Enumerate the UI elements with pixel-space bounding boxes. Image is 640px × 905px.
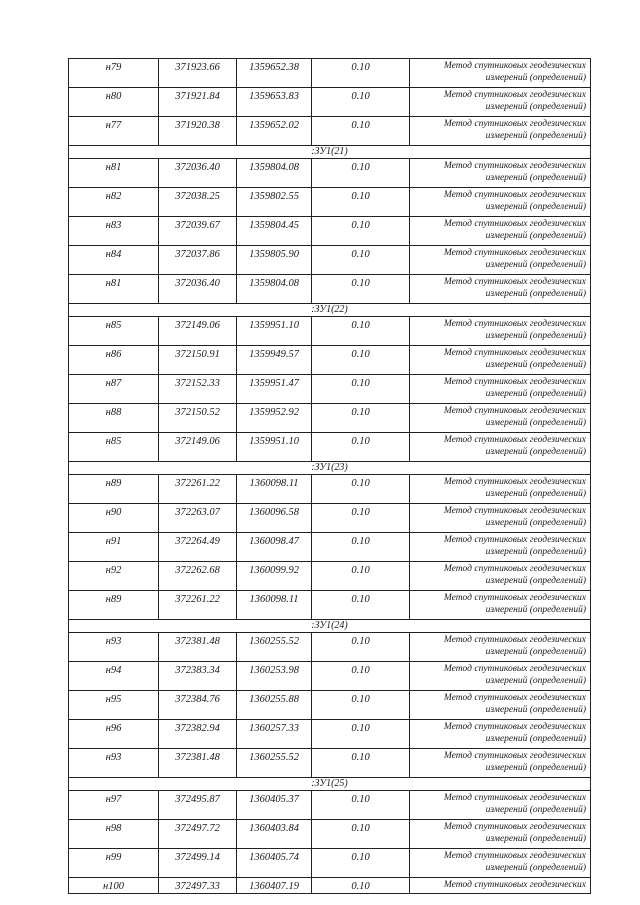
section-header-row (69, 462, 591, 475)
method-text: измерений (определений) (485, 547, 586, 557)
method-cell (410, 849, 591, 878)
coord-y: 1359804.08 (237, 275, 312, 304)
method-cell (410, 88, 591, 117)
point-name: н81 (69, 159, 159, 188)
coord-y: 1360405.37 (237, 791, 312, 820)
table-row (69, 346, 591, 375)
table-row (69, 475, 591, 504)
table-row (69, 159, 591, 188)
coord-x: 372263.07 (159, 504, 237, 533)
method-text: измерений (определений) (485, 418, 586, 428)
accuracy-value: 0.10 (312, 317, 410, 346)
coord-y: 1360098.11 (237, 591, 312, 620)
method-cell (410, 117, 591, 146)
table-row (69, 720, 591, 749)
method-cell (410, 188, 591, 217)
point-name: н84 (69, 246, 159, 275)
point-name: н77 (69, 117, 159, 146)
coord-y: 1360255.52 (237, 633, 312, 662)
table-row (69, 117, 591, 146)
point-name: н98 (69, 820, 159, 849)
method-cell (410, 720, 591, 749)
accuracy-value: 0.10 (312, 633, 410, 662)
method-text: измерений (определений) (485, 260, 586, 270)
coord-x: 372262.68 (159, 562, 237, 591)
method-text: измерений (определений) (485, 518, 586, 528)
method-cell (410, 246, 591, 275)
method-text: измерений (определений) (485, 805, 586, 815)
table-row (69, 504, 591, 533)
point-name: н86 (69, 346, 159, 375)
accuracy-value: 0.10 (312, 662, 410, 691)
coord-y: 1360407.19 (237, 878, 312, 894)
accuracy-value: 0.10 (312, 404, 410, 433)
coord-x: 372381.48 (159, 633, 237, 662)
accuracy-value: 0.10 (312, 691, 410, 720)
method-text: измерений (определений) (485, 389, 586, 399)
method-text: измерений (определений) (485, 131, 586, 141)
method-text: Метод спутниковых геодезических (443, 593, 586, 603)
method-text: измерений (определений) (485, 734, 586, 744)
point-name: н81 (69, 275, 159, 304)
method-text: Метод спутниковых геодезических (443, 751, 586, 761)
method-cell (410, 159, 591, 188)
point-name: н82 (69, 188, 159, 217)
method-text: Метод спутниковых геодезических (443, 793, 586, 803)
table-row (69, 59, 591, 88)
table-row (69, 317, 591, 346)
method-text: измерений (определений) (485, 834, 586, 844)
point-name: н95 (69, 691, 159, 720)
method-text: Метод спутниковых геодезических (443, 564, 586, 574)
accuracy-value: 0.10 (312, 504, 410, 533)
point-name: н93 (69, 749, 159, 778)
table-row (69, 849, 591, 878)
point-name: н88 (69, 404, 159, 433)
method-cell (410, 59, 591, 88)
point-name: н96 (69, 720, 159, 749)
method-text: Метод спутниковых геодезических (443, 851, 586, 861)
coord-y: 1359802.55 (237, 188, 312, 217)
coord-x: 372149.06 (159, 433, 237, 462)
section-header-row (69, 304, 591, 317)
method-cell (410, 662, 591, 691)
method-text: измерений (определений) (485, 576, 586, 586)
table-row (69, 533, 591, 562)
coord-y: 1359949.57 (237, 346, 312, 375)
accuracy-value: 0.10 (312, 246, 410, 275)
coord-y: 1359652.38 (237, 59, 312, 88)
method-text: Метод спутниковых геодезических (443, 248, 586, 258)
method-cell (410, 504, 591, 533)
method-text: измерений (определений) (485, 605, 586, 615)
accuracy-value: 0.10 (312, 591, 410, 620)
method-cell (410, 217, 591, 246)
method-cell (410, 633, 591, 662)
method-text: измерений (определений) (485, 73, 586, 83)
method-cell (410, 433, 591, 462)
coord-x: 372152.33 (159, 375, 237, 404)
accuracy-value: 0.10 (312, 88, 410, 117)
method-text: измерений (определений) (485, 447, 586, 457)
method-cell (410, 404, 591, 433)
point-name: н87 (69, 375, 159, 404)
coord-y: 1359952.92 (237, 404, 312, 433)
accuracy-value: 0.10 (312, 533, 410, 562)
coord-x: 372495.87 (159, 791, 237, 820)
accuracy-value: 0.10 (312, 720, 410, 749)
table-row (69, 633, 591, 662)
point-name: н85 (69, 433, 159, 462)
accuracy-value: 0.10 (312, 117, 410, 146)
coord-y: 1359951.10 (237, 433, 312, 462)
method-cell (410, 591, 591, 620)
section-label: :ЗУ1(23) (69, 462, 591, 475)
method-text: измерений (определений) (485, 173, 586, 183)
accuracy-value: 0.10 (312, 159, 410, 188)
method-cell (410, 562, 591, 591)
table-row (69, 275, 591, 304)
coord-x: 372261.22 (159, 591, 237, 620)
coord-y: 1360405.74 (237, 849, 312, 878)
accuracy-value: 0.10 (312, 188, 410, 217)
coord-y: 1359652.02 (237, 117, 312, 146)
point-name: н90 (69, 504, 159, 533)
method-text: измерений (определений) (485, 231, 586, 241)
coord-y: 1359951.10 (237, 317, 312, 346)
coord-y: 1359805.90 (237, 246, 312, 275)
accuracy-value: 0.10 (312, 346, 410, 375)
coord-y: 1359951.47 (237, 375, 312, 404)
coord-y: 1360099.92 (237, 562, 312, 591)
table-row (69, 791, 591, 820)
coord-y: 1360098.11 (237, 475, 312, 504)
accuracy-value: 0.10 (312, 820, 410, 849)
coord-x: 372382.94 (159, 720, 237, 749)
coord-y: 1360255.88 (237, 691, 312, 720)
point-name: н89 (69, 591, 159, 620)
coord-y: 1360255.52 (237, 749, 312, 778)
coord-y: 1360098.47 (237, 533, 312, 562)
method-text: Метод спутниковых геодезических (443, 477, 586, 487)
coord-x: 371920.38 (159, 117, 237, 146)
coord-x: 372149.06 (159, 317, 237, 346)
method-text: измерений (определений) (485, 202, 586, 212)
point-name: н83 (69, 217, 159, 246)
method-text: Метод спутниковых геодезических (443, 377, 586, 387)
method-text: измерений (определений) (485, 489, 586, 499)
coord-x: 372037.86 (159, 246, 237, 275)
accuracy-value: 0.10 (312, 475, 410, 504)
table-row (69, 375, 591, 404)
coord-x: 372383.34 (159, 662, 237, 691)
method-text: Метод спутниковых геодезических (443, 161, 586, 171)
accuracy-value: 0.10 (312, 375, 410, 404)
table-row (69, 591, 591, 620)
coord-x: 372264.49 (159, 533, 237, 562)
coord-x: 372039.67 (159, 217, 237, 246)
accuracy-value: 0.10 (312, 433, 410, 462)
point-name: н79 (69, 59, 159, 88)
point-name: н89 (69, 475, 159, 504)
point-name: н80 (69, 88, 159, 117)
point-name: н100 (69, 878, 159, 894)
coord-x: 372381.48 (159, 749, 237, 778)
method-text: Метод спутниковых геодезических (443, 822, 586, 832)
method-text: Метод спутниковых геодезических (443, 506, 586, 516)
coord-y: 1360403.84 (237, 820, 312, 849)
table-row (69, 433, 591, 462)
method-text: измерений (определений) (485, 705, 586, 715)
coord-y: 1359804.45 (237, 217, 312, 246)
coord-y: 1359804.08 (237, 159, 312, 188)
section-header-row (69, 146, 591, 159)
point-name: н91 (69, 533, 159, 562)
method-text: Метод спутниковых геодезических (443, 406, 586, 416)
table-row (69, 820, 591, 849)
method-text: измерений (определений) (485, 763, 586, 773)
method-text: измерений (определений) (485, 360, 586, 370)
section-label: :ЗУ1(22) (69, 304, 591, 317)
method-text: измерений (определений) (485, 102, 586, 112)
section-header-row (69, 620, 591, 633)
coord-y: 1360257.33 (237, 720, 312, 749)
coordinates-table (68, 58, 591, 894)
method-text: Метод спутниковых геодезических (443, 319, 586, 329)
point-name: н99 (69, 849, 159, 878)
method-text: Метод спутниковых геодезических (443, 219, 586, 229)
table-row (69, 217, 591, 246)
method-text: Метод спутниковых геодезических (443, 535, 586, 545)
coord-x: 372036.40 (159, 159, 237, 188)
method-text: Метод спутниковых геодезических (443, 277, 586, 287)
point-name: н94 (69, 662, 159, 691)
table-row (69, 404, 591, 433)
table-row (69, 749, 591, 778)
method-text: Метод спутниковых геодезических (443, 435, 586, 445)
coord-x: 372150.91 (159, 346, 237, 375)
point-name: н92 (69, 562, 159, 591)
coord-y: 1359653.83 (237, 88, 312, 117)
method-cell (410, 346, 591, 375)
method-text: Метод спутниковых геодезических (443, 61, 586, 71)
method-text: измерений (определений) (485, 863, 586, 873)
table-row (69, 188, 591, 217)
coordinates-table-body (69, 59, 591, 894)
coord-x: 372497.33 (159, 878, 237, 894)
coord-x: 371923.66 (159, 59, 237, 88)
method-text: измерений (определений) (485, 676, 586, 686)
method-cell (410, 820, 591, 849)
method-cell (410, 375, 591, 404)
coord-x: 372036.40 (159, 275, 237, 304)
accuracy-value: 0.10 (312, 217, 410, 246)
method-cell (410, 317, 591, 346)
section-header-row (69, 778, 591, 791)
table-row (69, 246, 591, 275)
method-cell (410, 475, 591, 504)
coord-x: 372038.25 (159, 188, 237, 217)
method-cell (410, 878, 591, 894)
method-cell (410, 749, 591, 778)
method-text: Метод спутниковых геодезических (443, 348, 586, 358)
coord-y: 1360253.98 (237, 662, 312, 691)
coord-x: 372499.14 (159, 849, 237, 878)
section-label: :ЗУ1(21) (69, 146, 591, 159)
accuracy-value: 0.10 (312, 59, 410, 88)
point-name: н93 (69, 633, 159, 662)
method-text: Метод спутниковых геодезических (443, 90, 586, 100)
coord-x: 372384.76 (159, 691, 237, 720)
point-name: н85 (69, 317, 159, 346)
accuracy-value: 0.10 (312, 275, 410, 304)
method-cell (410, 791, 591, 820)
coord-y: 1360096.58 (237, 504, 312, 533)
accuracy-value: 0.10 (312, 749, 410, 778)
method-text: Метод спутниковых геодезических (443, 693, 586, 703)
accuracy-value: 0.10 (312, 562, 410, 591)
method-cell (410, 533, 591, 562)
accuracy-value: 0.10 (312, 849, 410, 878)
coord-x: 372261.22 (159, 475, 237, 504)
coord-x: 372497.72 (159, 820, 237, 849)
method-text: измерений (определений) (485, 331, 586, 341)
table-row (69, 691, 591, 720)
table-row (69, 562, 591, 591)
point-name: н97 (69, 791, 159, 820)
method-text: измерений (определений) (485, 289, 586, 299)
method-cell (410, 691, 591, 720)
coord-x: 371921.84 (159, 88, 237, 117)
table-row (69, 662, 591, 691)
section-label: :ЗУ1(25) (69, 778, 591, 791)
table-row (69, 878, 591, 894)
method-cell (410, 275, 591, 304)
method-text: Метод спутниковых геодезических (443, 722, 586, 732)
method-text: Метод спутниковых геодезических (443, 635, 586, 645)
method-text: Метод спутниковых геодезических (443, 664, 586, 674)
accuracy-value: 0.10 (312, 791, 410, 820)
section-label: :ЗУ1(24) (69, 620, 591, 633)
accuracy-value: 0.10 (312, 878, 410, 894)
method-text: измерений (определений) (485, 647, 586, 657)
method-text: Метод спутниковых геодезических (443, 119, 586, 129)
method-text: Метод спутниковых геодезических (443, 190, 586, 200)
method-text: Метод спутниковых геодезических (443, 880, 586, 890)
table-row (69, 88, 591, 117)
coord-x: 372150.52 (159, 404, 237, 433)
